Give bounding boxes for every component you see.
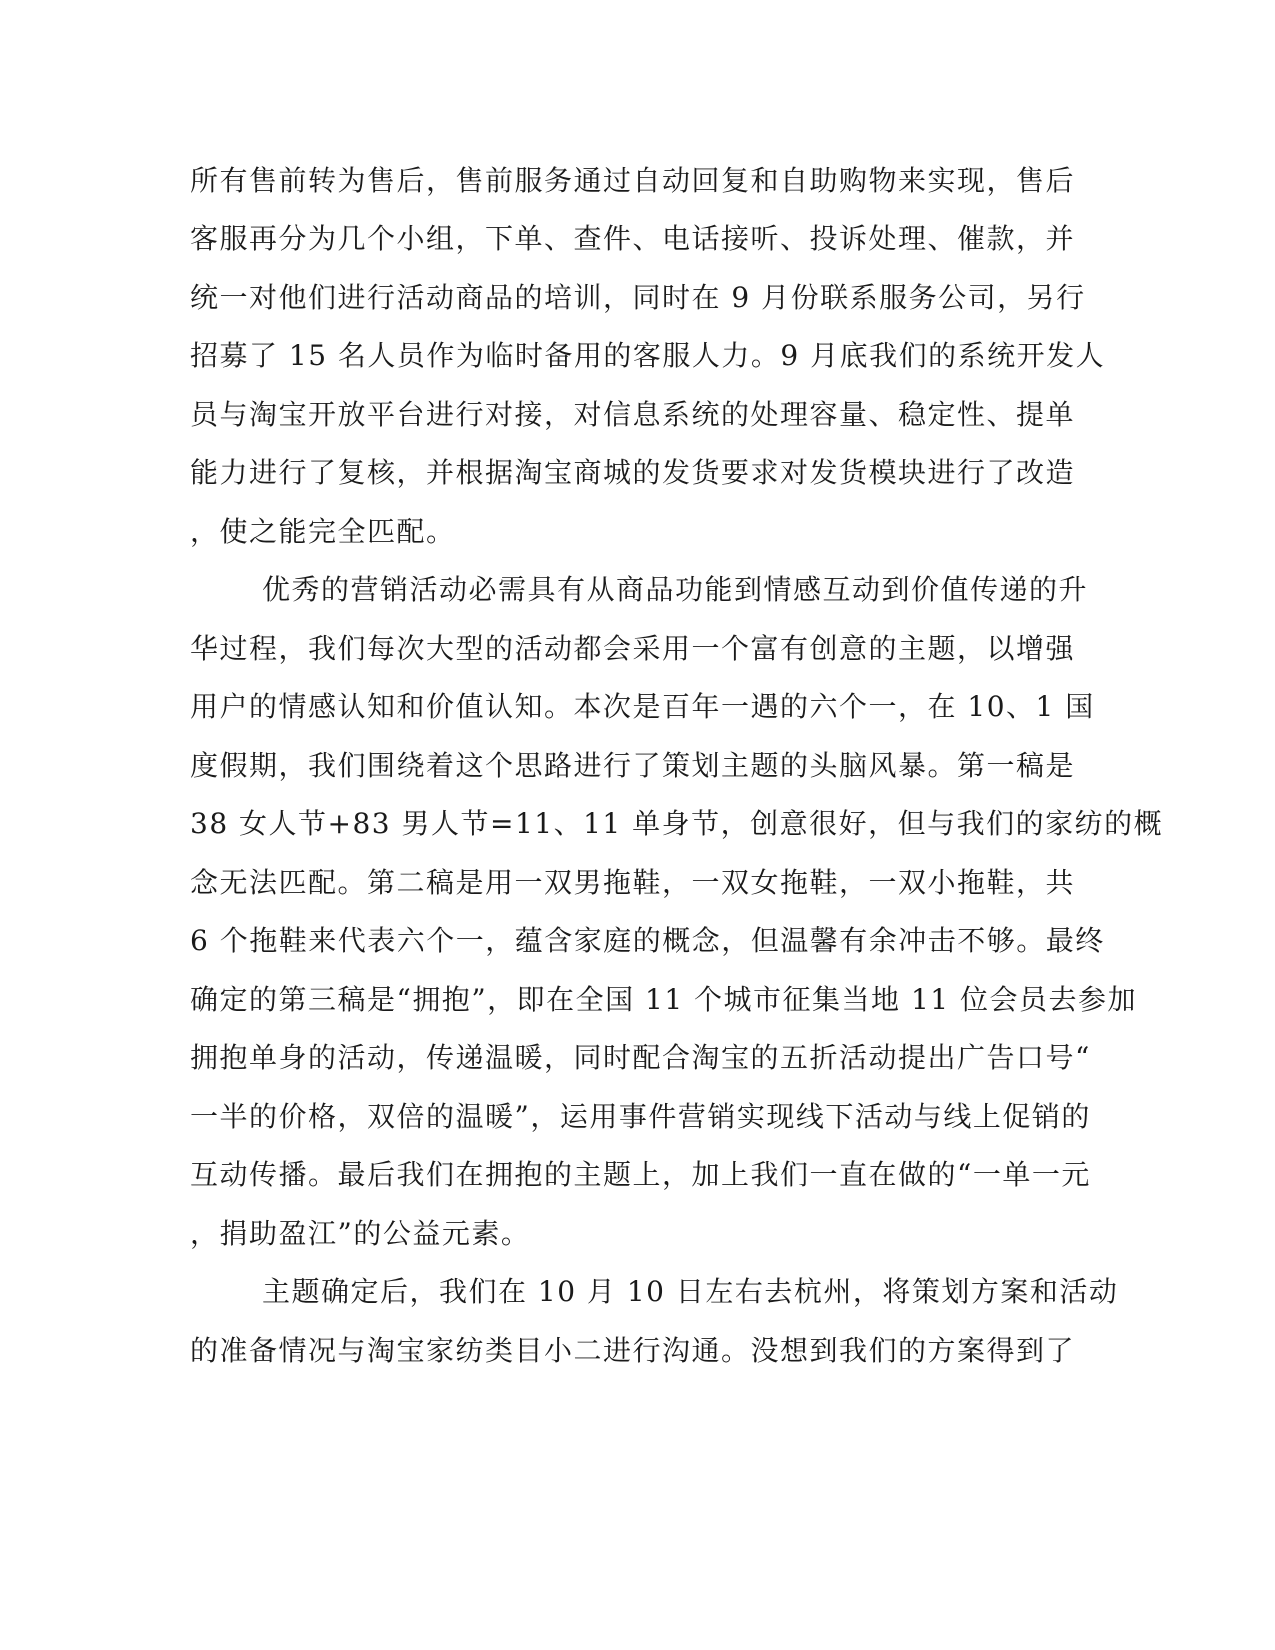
paragraph-first-line: 主题确定后，我们在 10 月 10 日左右去杭州，将策划方案和活动 xyxy=(262,1275,1119,1308)
text-line: 统一对他们进行活动商品的培训，同时在 9 月份联系服务公司，另行 xyxy=(190,281,1086,314)
text-line: 确定的第三稿是“拥抱”，即在全国 11 个城市征集当地 11 位会员去参加 xyxy=(190,983,1137,1016)
text-line: 一半的价格，双倍的温暖”，运用事件营销实现线下活动与线上促销的 xyxy=(190,1100,1091,1133)
text-line: ，使之能完全匹配。 xyxy=(190,515,456,548)
text-line: 客服再分为几个小组，下单、查件、电话接听、投诉处理、催款，并 xyxy=(190,222,1076,255)
text-line: 拥抱单身的活动，传递温暖，同时配合淘宝的五折活动提出广告口号“ xyxy=(190,1041,1091,1074)
text-line: 用户的情感认知和价值认知。本次是百年一遇的六个一，在 10、1 国 xyxy=(190,690,1095,723)
text-line: 度假期，我们围绕着这个思路进行了策划主题的头脑风暴。第一稿是 xyxy=(190,749,1076,782)
text-line: 华过程，我们每次大型的活动都会采用一个富有创意的主题，以增强 xyxy=(190,632,1076,665)
paragraph-first-line: 优秀的营销活动必需具有从商品功能到情感互动到价值传递的升 xyxy=(262,573,1089,606)
text-line: 互动传播。最后我们在拥抱的主题上，加上我们一直在做的“一单一元 xyxy=(190,1158,1091,1191)
text-line: 所有售前转为售后，售前服务通过自动回复和自助购物来实现，售后 xyxy=(190,164,1076,197)
text-line: 38 女人节+83 男人节=11、11 单身节，创意很好，但与我们的家纺的概 xyxy=(190,807,1164,840)
text-line: 招募了 15 名人员作为临时备用的客服人力。9 月底我们的系统开发人 xyxy=(190,339,1106,372)
text-line: 的准备情况与淘宝家纺类目小二进行沟通。没想到我们的方案得到了 xyxy=(190,1334,1076,1367)
text-line: 能力进行了复核，并根据淘宝商城的发货要求对发货模块进行了改造 xyxy=(190,456,1076,489)
text-line: 员与淘宝开放平台进行对接，对信息系统的处理容量、稳定性、提单 xyxy=(190,398,1076,431)
text-line: ，捐助盈江”的公益元素。 xyxy=(190,1217,531,1250)
text-line: 6 个拖鞋来代表六个一，蕴含家庭的概念，但温馨有余冲击不够。最终 xyxy=(190,924,1105,957)
text-line: 念无法匹配。第二稿是用一双男拖鞋，一双女拖鞋，一双小拖鞋，共 xyxy=(190,866,1076,899)
